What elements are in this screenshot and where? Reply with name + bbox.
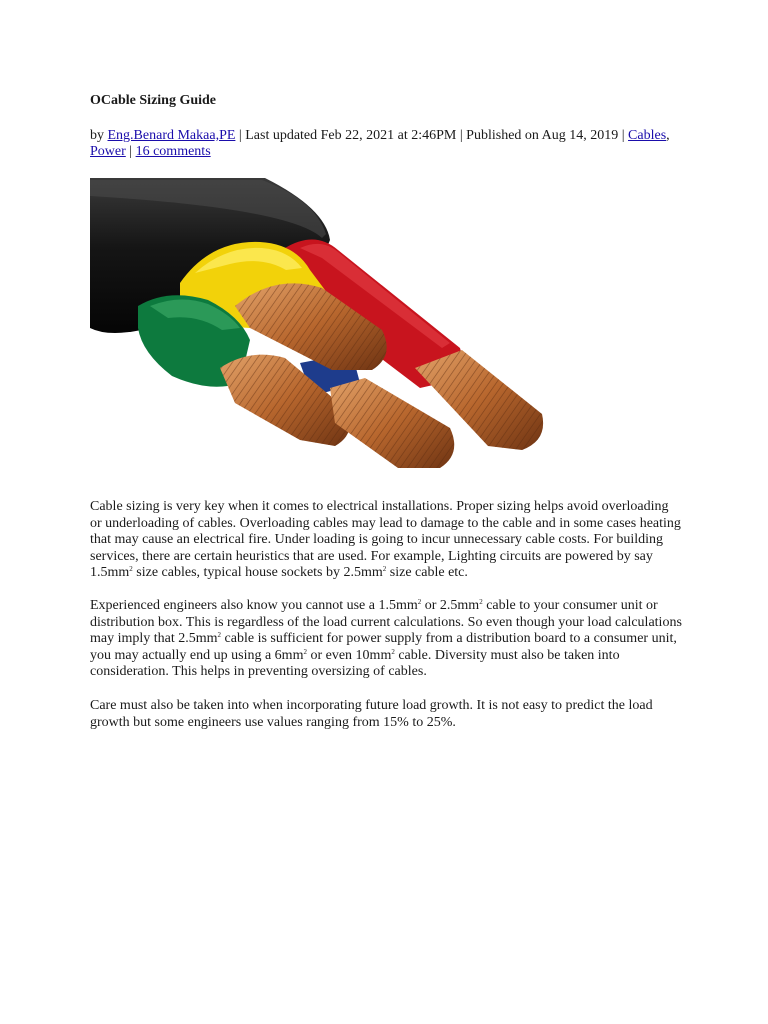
comments-link[interactable]: 16 comments: [135, 144, 211, 159]
p2-superscript-5: 2: [391, 647, 395, 656]
author-link[interactable]: Eng.Benard Makaa,PE: [107, 128, 236, 143]
byline-separator: |: [125, 144, 136, 159]
byline-comma: ,: [666, 128, 670, 143]
article-byline: [90, 128, 680, 160]
paragraph-experienced-engineers: [90, 598, 682, 681]
p2-text-4: cable is sufficient for power supply from a distribution board to a consumer unit, you may actually end up using a 6mm: [90, 631, 677, 663]
paragraph-future-load-growth: [90, 698, 682, 731]
p2-text-1: Experienced engineers also know you cannot use a 1.5mm: [90, 598, 418, 613]
p2-superscript-3: 2: [217, 631, 222, 639]
p1-text-3: size cable etc.: [386, 565, 468, 580]
article-title: OCable Sizing Guide: [90, 93, 217, 108]
p2-superscript-2: 2: [479, 598, 483, 606]
paragraph-cable-sizing-intro: [90, 499, 682, 582]
p1-superscript-2: 2: [382, 565, 387, 573]
p2-text-2: or 2.5mm: [421, 598, 480, 613]
power-cable-cross-section-photo: [90, 178, 550, 474]
p1-text-1: Cable sizing is very key when it comes to electrical installations. Proper sizing helps avoid overloading or underloading of cables. Overloading cables may lead to damage to the cable and in some cases heating that may cause an electrical fire. Under loading is going to incur unnecessary cable costs. For building services, there are certain heuristics that are used. For example, Lighting circuits are powered by say 1.5mm: [90, 499, 681, 580]
p2-text-3: cable to your consumer unit or distribution box. This is regardless of the load current calculations. So even though your load calculations may imply that 2.5mm: [90, 598, 682, 646]
p1-superscript-1: 2: [129, 565, 133, 573]
byline-prefix: by: [90, 128, 108, 143]
p3-text-1: Care must also be taken into when incorporating future load growth. It is not easy to predict the load growth but some engineers use values ranging from 15% to 25%.: [90, 698, 653, 730]
p2-text-5: or even 10mm: [306, 647, 392, 663]
category-link-power[interactable]: Power: [90, 144, 126, 159]
p2-superscript-4: 2: [303, 647, 307, 656]
blue-conductor: [330, 378, 454, 468]
p2-superscript-1: 2: [417, 598, 422, 606]
category-link-cables[interactable]: Cables: [628, 128, 667, 143]
p2-text-6: cable. Diversity must also be taken into consideration. This helps in preventing oversizing of cables.: [90, 647, 620, 679]
byline-dates: | Last updated Feb 22, 2021 at 2:46PM | Published on Aug 14, 2019 |: [235, 128, 629, 143]
p1-text-2: size cables, typical house sockets by 2.5mm: [132, 565, 383, 580]
